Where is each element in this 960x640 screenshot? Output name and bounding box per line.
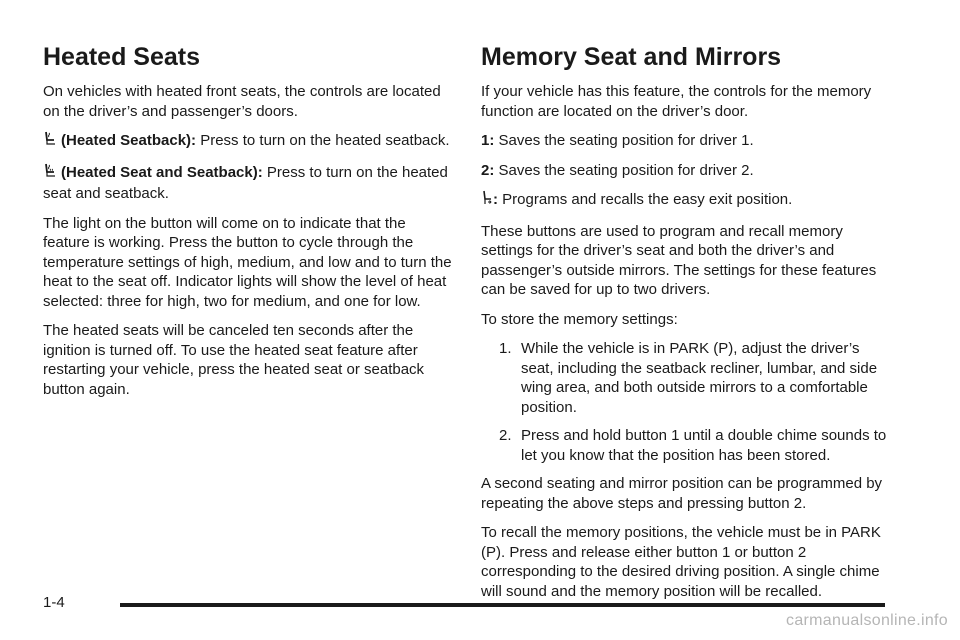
heated-seat-and-seatback-text: Press to turn on the heated seat and seatback. — [43, 163, 448, 202]
easy-exit-item — [481, 190, 891, 212]
memory-button-2-item — [481, 161, 891, 181]
easy-exit-icon — [481, 190, 493, 212]
heated-seats-paragraph-1: The light on the button will come on to indicate that the feature is working. Press the button to cycle through the temperature settings of high, medium, and low and to turn the heat to the seat off. Indicator lights will show the level of heat selected: three for high, two for medium, and one for low. — [43, 214, 452, 310]
page-number: 1-4 — [43, 594, 65, 611]
memory-paragraph-3: A second seating and mirror position can be programmed by repeating the above steps and pressing button 2. — [481, 475, 883, 512]
easy-exit-label: : — [493, 191, 498, 208]
heated-seats-paragraph-2: The heated seats will be canceled ten seconds after the ignition is turned off. To use the heated seat feature after restarting your vehicle, press the heated seat or seatback button again. — [43, 322, 425, 398]
memory-button-1-label: 1: — [481, 132, 495, 149]
memory-button-2-text: Saves the seating position for driver 2. — [498, 161, 754, 179]
heated-seat-and-seatback-label: (Heated Seat and Seatback): — [61, 163, 263, 181]
memory-seat-section — [481, 40, 891, 611]
heated-seatback-icon — [43, 131, 57, 153]
memory-step-text: While the vehicle is in PARK (P), adjust the driver’s seat, including the seatback recliner, lumbar, and side wing area, and both outside mirrors to a comfortable position. — [521, 340, 878, 416]
footer-rule — [120, 603, 885, 607]
heated-seats-title: Heated Seats — [43, 43, 201, 71]
memory-paragraph-1: These buttons are used to program and recall memory settings for the driver’s seat and both the driver’s and passenger’s outside mirrors. The settings for these features can be saved for up to two drivers. — [481, 222, 877, 298]
heated-seatback-label: (Heated Seatback): — [61, 132, 197, 149]
heated-seatback-text: Press to turn on the heated seatback. — [200, 132, 450, 149]
heated-seats-section — [43, 40, 453, 409]
watermark: carmanualsonline.info — [786, 612, 948, 629]
memory-button-2-label: 2: — [481, 161, 495, 179]
heated-seats-intro: On vehicles with heated front seats, the controls are located on the driver’s and passenger’s doors. — [43, 83, 441, 120]
memory-step — [481, 426, 891, 465]
memory-seat-intro: If your vehicle has this feature, the controls for the memory function are located on the driver’s door. — [481, 83, 872, 120]
memory-step-number: 1. — [499, 340, 512, 357]
heated-seat-and-seatback-item — [43, 163, 453, 204]
memory-button-1-item — [481, 131, 891, 151]
memory-seat-title: Memory Seat and Mirrors — [481, 43, 782, 71]
memory-step — [481, 339, 891, 417]
memory-paragraph-4: To recall the memory positions, the vehicle must be in PARK (P). Press and release either button 1 or button 2 corresponding to the desired driving position. A single chime will sound and the memory position will be recalled. — [481, 524, 881, 600]
heated-seat-and-seatback-icon — [43, 163, 57, 185]
heated-seatback-item — [43, 131, 453, 153]
easy-exit-text: Programs and recalls the easy exit position. — [502, 191, 793, 208]
memory-button-1-text: Saves the seating position for driver 1. — [498, 132, 754, 149]
memory-paragraph-2: To store the memory settings: — [481, 310, 678, 328]
memory-steps-list — [481, 339, 891, 465]
memory-step-number: 2. — [499, 427, 512, 444]
memory-step-text: Press and hold button 1 until a double chime sounds to let you know that the position has been stored. — [521, 427, 887, 464]
